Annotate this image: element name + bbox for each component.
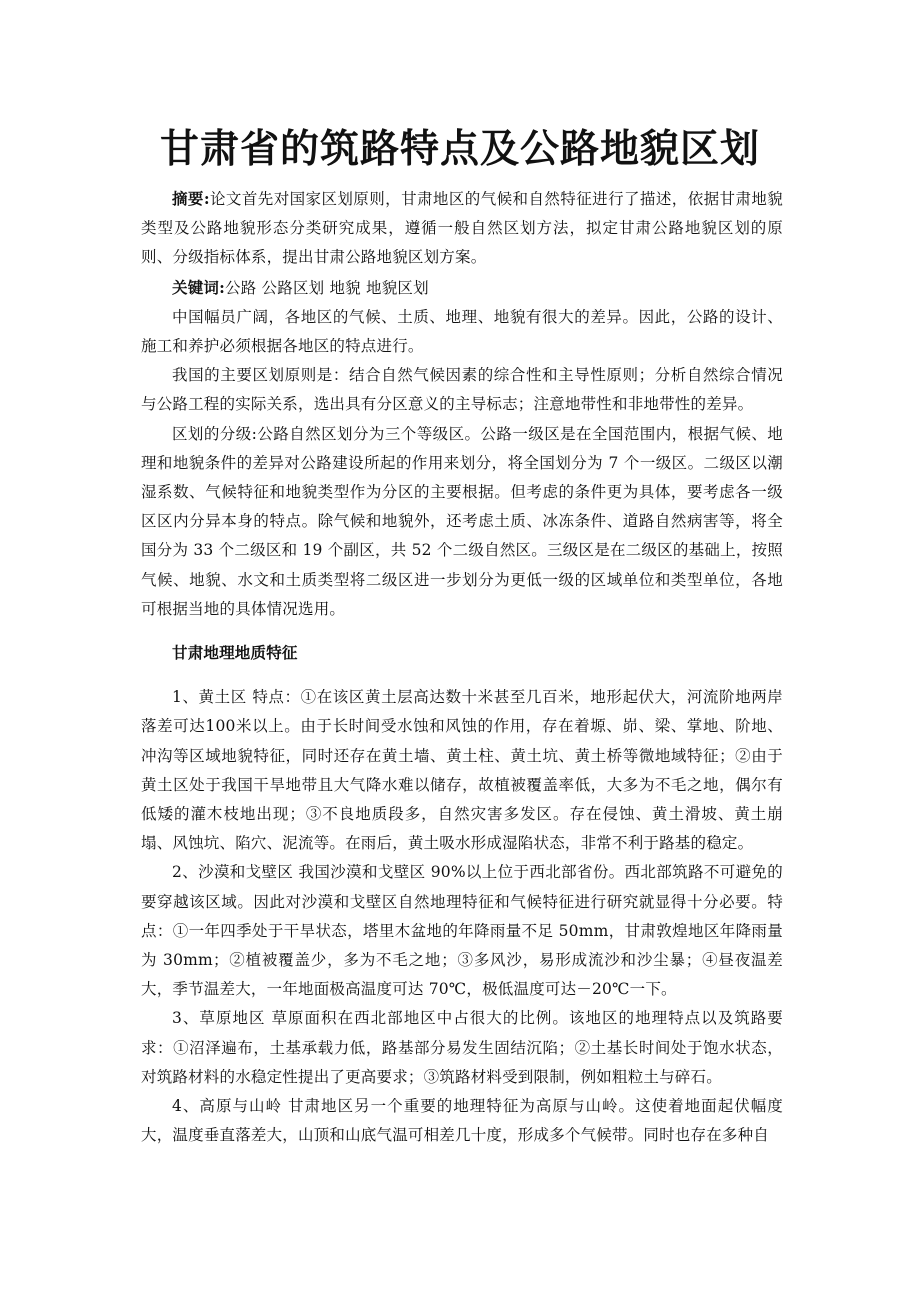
abstract-label: 摘要: xyxy=(172,189,210,208)
plateau-paragraph: 4、高原与山岭 甘肃地区另一个重要的地理特征为高原与山岭。这使着地面起伏幅度大，温度垂直落差大，山顶和山底气温可相差几十度，形成多个气候带。同时也存在多种自 xyxy=(141,1097,783,1145)
keywords-label: 关键词: xyxy=(172,277,226,297)
document-body xyxy=(141,184,783,1151)
keywords-paragraph xyxy=(141,273,783,303)
loess-paragraph: 1、黄土区 特点：①在该区黄土层高达数十米甚至几百米，地形起伏大，河流阶地两岸落差可达100米以上。由于长时间受水蚀和风蚀的作用，存在着塬、峁、梁、掌地、阶地、冲沟等区域地貌特征，同时还存在黄土墙、黄土柱、黄土坑、黄土桥等微地域特征；②由于黄土区处于我国干旱地带且大气降水难以储存，故植被覆盖率低，大多为不毛之地，偶尔有低矮的灌木枝地出现；③不良地质段多，自然灾害多发区。存在侵蚀、黄土滑坡、黄土崩塌、风蚀坑、陷穴、泥流等。在雨后，黄土吸水形成湿陷状态，非常不利于路基的稳定。 xyxy=(141,688,783,853)
grassland-paragraph: 3、草原地区 草原面积在西北部地区中占很大的比例。该地区的地理特点以及筑路要求：①沼泽遍布，土基承载力低，路基部分易发生固结沉陷；②土基长时间处于饱水状态，对筑路材料的水稳定性提出了更高要求；③筑路材料受到限制，例如粗粒土与碎石。 xyxy=(141,1009,783,1086)
section-heading: 甘肃地理地质特征 xyxy=(172,643,298,663)
keywords-text: 公路 公路区划 地貌 地貌区划 xyxy=(225,278,429,297)
abstract-paragraph xyxy=(141,184,783,273)
page-title: 甘肃省的筑路特点及公路地貌区划 xyxy=(159,127,760,172)
abstract-text: 论文首先对国家区划原则，甘肃地区的气候和自然特征进行了描述，依据甘肃地貌类型及公路地貌形态分类研究成果，遵循一般自然区划方法，拟定甘肃公路地貌区划的原则、分级指标体系，提出甘肃公路地貌区划方案。 xyxy=(141,190,784,267)
desert-paragraph: 2、沙漠和戈壁区 我国沙漠和戈壁区 90%以上位于西北部省份。西北部筑路不可避免的要穿越该区域。因此对沙漠和戈壁区自然地理特征和气候特征进行研究就显得十分必要。特点：①一年四季处于干旱状态，塔里木盆地的年降雨量不足 50mm，甘肃敦煌地区年降雨量为 30mm；②植被覆盖少，多为不毛之地；③多风沙，易形成流沙和沙尘暴；④昼夜温差大，季节温差大，一年地面极高温度可达 70℃，极低温度可达－20℃一下。 xyxy=(141,863,783,999)
intro-paragraph-3: 区划的分级:公路自然区划分为三个等级区。公路一级区是在全国范围内，根据气候、地理和地貌条件的差异对公路建设所起的作用来划分，将全国划分为 7 个一级区。二级区以潮湿系数、气候特征和地貌类型作为分区的主要根据。但考虑的条件更为具体，要考虑各一级区区内分异本身的特点。除气候和地貌外，还考虑土质、冰冻条件、道路自然病害等，将全国分为 33 个二级区和 19 个副区，共 52 个二级自然区。三级区是在二级区的基础上，按照气候、地貌、水文和土质类型将二级区进一步划分为更低一级的区域单位和类型单位，各地可根据当地的具体情况选用。 xyxy=(141,424,783,618)
intro-paragraph-1: 中国幅员广阔，各地区的气候、土质、地理、地貌有很大的差异。因此，公路的设计、施工和养护必须根据各地区的特点进行。 xyxy=(141,307,783,356)
intro-paragraph-2: 我国的主要区划原则是：结合自然气候因素的综合性和主导性原则；分析自然综合情况与公路工程的实际关系，选出具有分区意义的主导标志；注意地带性和非地带性的差异。 xyxy=(141,366,783,414)
